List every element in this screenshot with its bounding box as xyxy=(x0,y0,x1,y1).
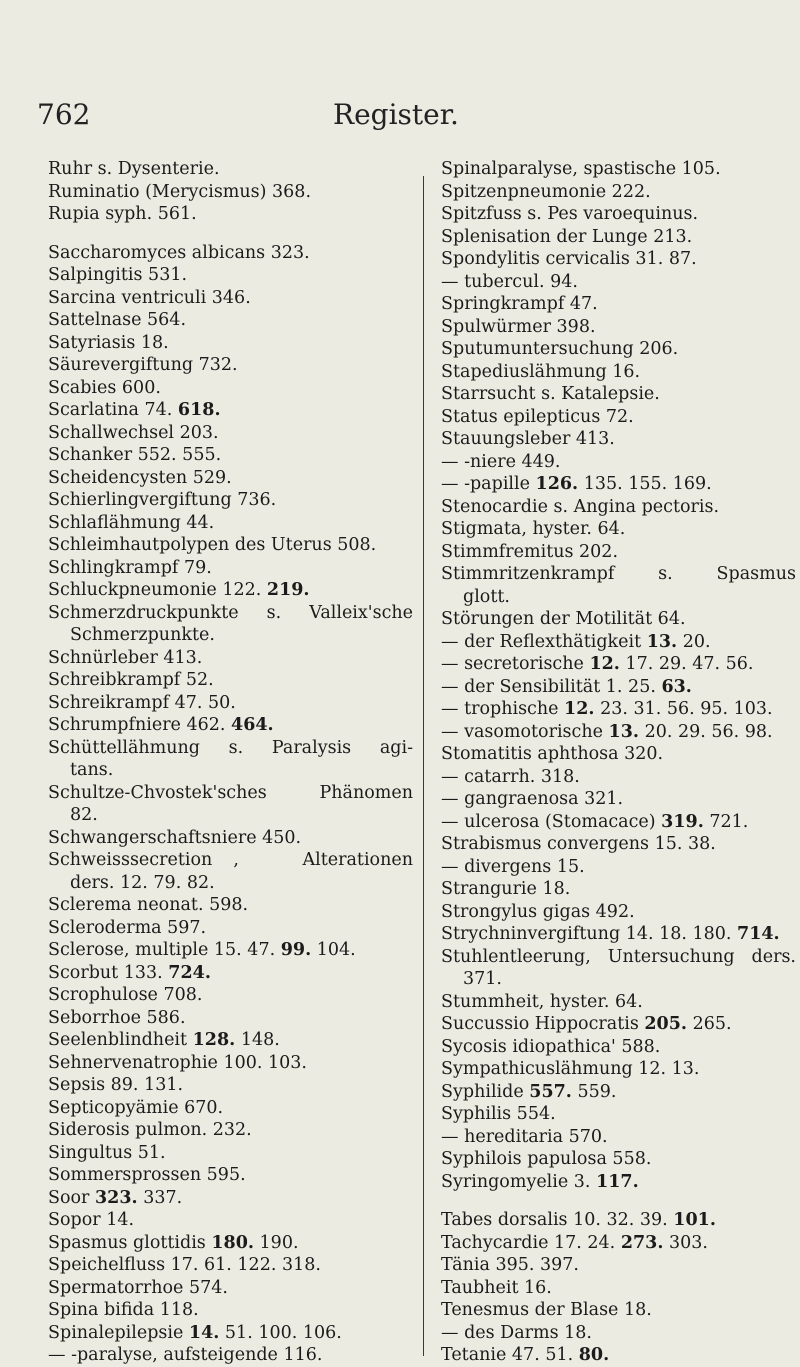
index-entry xyxy=(48,377,413,400)
entry-text: Springkrampf 47. xyxy=(441,294,598,314)
index-entry xyxy=(48,894,413,917)
index-entry xyxy=(48,399,413,422)
entry-text: — divergens 15. xyxy=(441,856,585,877)
index-entry xyxy=(48,512,413,535)
entry-text: Tenesmus der Blase 18. xyxy=(441,1300,652,1320)
index-entry xyxy=(441,338,796,361)
index-entry xyxy=(441,1299,796,1322)
entry-text: ders. 12. 79. 82. xyxy=(70,872,215,893)
index-entry xyxy=(441,1126,796,1149)
entry-text: Spitzfuss s. Pes varoequinus. xyxy=(441,204,699,224)
index-entry xyxy=(48,647,413,670)
index-entry xyxy=(48,1097,413,1120)
index-entry xyxy=(48,804,413,827)
index-entry xyxy=(441,991,796,1014)
entry-text: Scheidencysten 529. xyxy=(48,467,232,488)
index-entry xyxy=(441,1209,796,1232)
index-entry xyxy=(48,849,413,872)
index-entry xyxy=(48,242,413,265)
entry-text: Spinalparalyse, spastische 105. xyxy=(441,159,721,179)
entry-text: Strychninvergiftung 14. 18. 180. xyxy=(441,924,738,944)
index-entry xyxy=(441,203,796,226)
entry-pages-after: 20. 29. 56. 98. xyxy=(639,721,773,742)
index-entry xyxy=(48,692,413,715)
index-entry xyxy=(441,608,796,631)
entry-text: glott. xyxy=(463,586,510,607)
index-entry xyxy=(441,496,796,519)
index-entry xyxy=(441,968,796,991)
entry-text: Syringomyelie 3. xyxy=(441,1171,597,1192)
entry-text: Scorbut 133. xyxy=(48,962,169,983)
entry-text: — -niere 449. xyxy=(441,451,561,472)
entry-main-page: 12. xyxy=(564,699,595,719)
entry-text: Stenocardie s. Angina pectoris. xyxy=(441,496,720,517)
entry-text: — der Reflexthätigkeit xyxy=(441,631,647,652)
entry-main-page: 205. xyxy=(644,1014,687,1034)
entry-text: Strangurie 18. xyxy=(441,879,571,899)
entry-text: Syphilois papulosa 558. xyxy=(441,1149,652,1169)
entry-text: Sehnervenatrophie 100. 103. xyxy=(48,1052,307,1073)
index-entry xyxy=(441,1232,796,1255)
entry-main-page: 13. xyxy=(646,631,678,652)
entry-text: Succussio Hippocratis xyxy=(441,1014,645,1034)
index-column-right xyxy=(441,158,796,1367)
index-entry xyxy=(48,309,413,332)
entry-text: Schmerzpunkte. xyxy=(70,625,215,645)
entry-main-page: 219. xyxy=(266,580,310,600)
page-number: 762 xyxy=(37,98,91,131)
entry-text: Spinalepilepsie xyxy=(48,1322,189,1343)
index-entry xyxy=(48,534,413,557)
index-entry xyxy=(441,811,796,834)
index-entry xyxy=(441,158,796,181)
index-entry xyxy=(48,422,413,445)
entry-text: Speichelfluss 17. 61. 122. 318. xyxy=(48,1255,321,1275)
entry-main-page: 724. xyxy=(168,962,211,983)
entry-text: — des Darms 18. xyxy=(441,1322,592,1343)
entry-text: 82. xyxy=(70,805,98,825)
index-entry xyxy=(441,1081,796,1104)
index-entry xyxy=(48,669,413,692)
entry-text: Schlingkrampf 79. xyxy=(48,557,212,578)
entry-text: Störungen der Motilität 64. xyxy=(441,609,686,629)
entry-text: Sopor 14. xyxy=(48,1210,135,1230)
index-entry xyxy=(441,901,796,924)
index-entry xyxy=(441,1058,796,1081)
entry-text: Tachycardie 17. 24. xyxy=(441,1232,621,1253)
entry-text: Saccharomyces albicans 323. xyxy=(48,242,310,263)
index-entry xyxy=(441,1277,796,1300)
index-entry xyxy=(48,557,413,580)
entry-text: Salpingitis 531. xyxy=(48,265,188,285)
entry-pages-after: 190. xyxy=(253,1232,299,1253)
entry-text: Schmerzdruckpunkte s. Valleix'sche xyxy=(48,602,413,623)
entry-main-page: 464. xyxy=(231,715,274,735)
entry-text: Schwangerschaftsniere 450. xyxy=(48,827,302,848)
entry-main-page: 99. xyxy=(280,940,312,960)
index-entry xyxy=(441,428,796,451)
index-entry xyxy=(48,1299,413,1322)
entry-text: — -papille xyxy=(441,474,536,494)
entry-text: Splenisation der Lunge 213. xyxy=(441,226,693,247)
running-head: Register. xyxy=(333,98,459,131)
entry-text: — secretorische xyxy=(441,654,590,674)
index-entry xyxy=(441,856,796,879)
index-entry xyxy=(441,1344,796,1367)
index-entry xyxy=(48,1119,413,1142)
page-header xyxy=(0,98,800,138)
index-entry xyxy=(441,271,796,294)
entry-text: tans. xyxy=(70,760,114,780)
entry-main-page: 323. xyxy=(95,1187,138,1208)
entry-pages-after: 559. xyxy=(571,1081,617,1102)
entry-text: Schreibkrampf 52. xyxy=(48,670,214,690)
entry-text: Seborrhoe 586. xyxy=(48,1007,186,1028)
entry-text: — trophische xyxy=(441,699,565,719)
entry-text: 371. xyxy=(463,969,502,989)
index-entry xyxy=(48,782,413,805)
entry-text: Schleimhautpolypen des Uterus 508. xyxy=(48,535,377,555)
index-entry xyxy=(48,579,413,602)
index-column-left xyxy=(48,158,413,1367)
entry-text: Sarcina ventriculi 346. xyxy=(48,287,251,308)
index-entry xyxy=(441,563,796,586)
index-entry xyxy=(441,226,796,249)
entry-pages-after: 148. xyxy=(235,1030,280,1050)
entry-text: Syphilis 554. xyxy=(441,1104,556,1124)
index-entry xyxy=(48,332,413,355)
index-entry xyxy=(441,1148,796,1171)
index-entry xyxy=(441,833,796,856)
index-entry xyxy=(48,1232,413,1255)
entry-main-page: 63. xyxy=(661,676,692,697)
entry-text: Scabies 600. xyxy=(48,377,161,398)
entry-text: Schierlingvergiftung 736. xyxy=(48,490,277,510)
index-entry xyxy=(48,1344,413,1367)
entry-main-page: 101. xyxy=(673,1210,716,1230)
entry-text: Stapediuslähmung 16. xyxy=(441,361,641,382)
index-entry xyxy=(48,624,413,647)
index-entry xyxy=(48,1052,413,1075)
index-entry xyxy=(441,293,796,316)
index-entry xyxy=(48,1142,413,1165)
index-entry xyxy=(48,827,413,850)
index-entry xyxy=(48,467,413,490)
index-entry xyxy=(48,872,413,895)
entry-text: Status epilepticus 72. xyxy=(441,406,634,427)
index-entry xyxy=(441,743,796,766)
entry-main-page: 714. xyxy=(737,924,780,944)
index-entry xyxy=(48,1254,413,1277)
index-entry xyxy=(441,1171,796,1194)
entry-text: Ruhr s. Dysenterie. xyxy=(48,159,220,179)
index-entry xyxy=(48,1209,413,1232)
entry-main-page: 128. xyxy=(192,1030,236,1050)
entry-text: Stigmata, hyster. 64. xyxy=(441,519,626,539)
entry-text: Taubheit 16. xyxy=(441,1277,552,1298)
entry-pages-after: 51. 100. 106. xyxy=(219,1322,342,1343)
index-entry xyxy=(48,962,413,985)
entry-text: Schüttellähmung s. Paralysis agi- xyxy=(48,737,413,758)
entry-text: Stimmritzenkrampf s. Spasmus xyxy=(441,564,796,584)
entry-text: Scarlatina 74. xyxy=(48,400,178,420)
entry-text: Strongylus gigas 492. xyxy=(441,901,635,922)
index-entry xyxy=(441,406,796,429)
entry-text: Spulwürmer 398. xyxy=(441,316,596,337)
entry-main-page: 126. xyxy=(535,474,579,494)
entry-text: Spina bifida 118. xyxy=(48,1300,199,1320)
column-divider xyxy=(423,176,424,1356)
entry-text: Starrsucht s. Katalepsie. xyxy=(441,384,660,404)
entry-text: Sattelnase 564. xyxy=(48,310,187,330)
index-entry xyxy=(48,737,413,760)
entry-text: Spitzenpneumonie 222. xyxy=(441,181,651,202)
index-entry xyxy=(48,917,413,940)
entry-pages-after: 17. 29. 47. 56. xyxy=(619,654,754,674)
entry-text: — vasomotorische xyxy=(441,721,609,742)
entry-text: Sclerema neonat. 598. xyxy=(48,895,249,915)
index-entry xyxy=(441,518,796,541)
index-entry xyxy=(48,1277,413,1300)
entry-main-page: 618. xyxy=(177,400,221,420)
entry-text: — catarrh. 318. xyxy=(441,766,580,787)
index-entry xyxy=(48,984,413,1007)
entry-text: — -paralyse, aufsteigende 116. xyxy=(48,1345,323,1365)
index-entry xyxy=(441,316,796,339)
entry-pages-after: 303. xyxy=(663,1232,708,1253)
entry-main-page: 13. xyxy=(608,721,639,742)
index-entry xyxy=(441,676,796,699)
entry-main-page: 180. xyxy=(211,1232,254,1253)
entry-text: Schallwechsel 203. xyxy=(48,422,219,443)
entry-text: Septicopyämie 670. xyxy=(48,1097,224,1118)
index-entry xyxy=(48,1029,413,1052)
index-entry xyxy=(441,383,796,406)
index-entry xyxy=(441,361,796,384)
entry-text: Scleroderma 597. xyxy=(48,917,207,938)
entry-text: Spondylitis cervicalis 31. 87. xyxy=(441,249,697,269)
index-entry xyxy=(48,158,413,181)
entry-main-page: 80. xyxy=(578,1345,610,1365)
entry-text: Schreikrampf 47. 50. xyxy=(48,692,236,713)
entry-text: Sympathicuslähmung 12. 13. xyxy=(441,1059,700,1079)
index-entry xyxy=(441,788,796,811)
entry-text: Stimmfremitus 202. xyxy=(441,541,619,562)
entry-text: Sputumuntersuchung 206. xyxy=(441,339,679,359)
entry-pages-after: 337. xyxy=(137,1187,183,1208)
index-entry xyxy=(441,248,796,271)
index-entry xyxy=(48,444,413,467)
entry-text: Strabismus convergens 15. 38. xyxy=(441,834,716,854)
entry-pages-after: 20. xyxy=(677,631,711,652)
entry-text: Sommersprossen 595. xyxy=(48,1165,246,1185)
entry-text: Schlaflähmung 44. xyxy=(48,512,215,533)
entry-main-page: 319. xyxy=(661,811,704,832)
index-entry xyxy=(441,181,796,204)
index-entry xyxy=(48,264,413,287)
entry-text: Schrumpfniere 462. xyxy=(48,715,232,735)
entry-text: — gangraenosa 321. xyxy=(441,789,624,809)
entry-text: Schweisssecretion , Alterationen xyxy=(48,850,413,870)
entry-main-page: 14. xyxy=(188,1322,220,1343)
index-entry xyxy=(48,602,413,625)
entry-text: — ulcerosa (Stomacace) xyxy=(441,811,662,832)
entry-text: Tetanie 47. 51. xyxy=(441,1345,579,1365)
entry-text: — hereditaria 570. xyxy=(441,1126,608,1147)
index-entry xyxy=(441,586,796,609)
index-entry xyxy=(441,946,796,969)
index-entry xyxy=(441,698,796,721)
entry-pages-after: 23. 31. 56. 95. 103. xyxy=(594,699,773,719)
entry-text: Sycosis idiopathica' 588. xyxy=(441,1036,661,1057)
entry-pages-after: 135. 155. 169. xyxy=(578,474,712,494)
entry-text: Sepsis 89. 131. xyxy=(48,1075,184,1095)
index-entry xyxy=(441,631,796,654)
entry-pages-after: 721. xyxy=(703,811,749,832)
entry-text: Stuhlentleerung, Untersuchung ders. xyxy=(441,946,796,967)
entry-text: Spasmus glottidis xyxy=(48,1232,212,1253)
index-entry xyxy=(441,1013,796,1036)
entry-text: Stomatitis aphthosa 320. xyxy=(441,744,664,764)
index-entry xyxy=(441,1254,796,1277)
entry-text: Singultus 51. xyxy=(48,1142,166,1163)
index-entry xyxy=(48,1164,413,1187)
index-entry xyxy=(48,714,413,737)
entry-text: Spermatorrhoe 574. xyxy=(48,1277,228,1298)
index-entry xyxy=(48,939,413,962)
index-entry xyxy=(441,923,796,946)
entry-text: Scrophulose 708. xyxy=(48,985,203,1005)
entry-text: Tänia 395. 397. xyxy=(441,1255,579,1275)
entry-text: Soor xyxy=(48,1187,95,1208)
entry-text: Schluckpneumonie 122. xyxy=(48,580,267,600)
entry-text: Ruminatio (Merycismus) 368. xyxy=(48,181,312,202)
index-entry xyxy=(441,766,796,789)
entry-text: Sclerose, multiple 15. 47. xyxy=(48,940,281,960)
index-entry xyxy=(48,1074,413,1097)
index-entry xyxy=(441,1103,796,1126)
index-entry xyxy=(441,878,796,901)
index-entry xyxy=(441,541,796,564)
entry-text: Siderosis pulmon. 232. xyxy=(48,1120,252,1140)
entry-main-page: 273. xyxy=(620,1232,664,1253)
index-entry xyxy=(48,287,413,310)
index-entry xyxy=(48,759,413,782)
entry-text: Säurevergiftung 732. xyxy=(48,355,238,375)
entry-text: Stauungsleber 413. xyxy=(441,429,615,449)
index-entry xyxy=(441,653,796,676)
entry-text: Satyriasis 18. xyxy=(48,332,169,353)
index-entry xyxy=(48,1322,413,1345)
index-entry xyxy=(441,1036,796,1059)
entry-text: Stummheit, hyster. 64. xyxy=(441,991,643,1012)
index-entry xyxy=(48,1187,413,1210)
entry-text: Rupia syph. 561. xyxy=(48,204,197,224)
index-entry xyxy=(441,721,796,744)
entry-text: Schanker 552. 555. xyxy=(48,445,222,465)
index-entry xyxy=(441,451,796,474)
entry-pages-after: 265. xyxy=(687,1014,732,1034)
index-entry xyxy=(48,354,413,377)
entry-main-page: 12. xyxy=(589,654,620,674)
entry-text: Tabes dorsalis 10. 32. 39. xyxy=(441,1210,674,1230)
entry-main-page: 557. xyxy=(529,1081,572,1102)
entry-text: — tubercul. 94. xyxy=(441,271,578,292)
entry-text: Syphilide xyxy=(441,1081,530,1102)
index-entry xyxy=(48,489,413,512)
entry-text: Seelenblindheit xyxy=(48,1030,193,1050)
index-entry xyxy=(48,181,413,204)
entry-text: — der Sensibilität 1. 25. xyxy=(441,676,662,697)
index-entry xyxy=(48,1007,413,1030)
entry-text: Schnürleber 413. xyxy=(48,647,203,668)
entry-text: Schultze-Chvostek'sches Phänomen xyxy=(48,782,413,803)
index-entry xyxy=(48,203,413,226)
entry-pages-after: 104. xyxy=(311,940,356,960)
index-entry xyxy=(441,473,796,496)
entry-main-page: 117. xyxy=(596,1171,639,1192)
index-entry xyxy=(441,1322,796,1345)
